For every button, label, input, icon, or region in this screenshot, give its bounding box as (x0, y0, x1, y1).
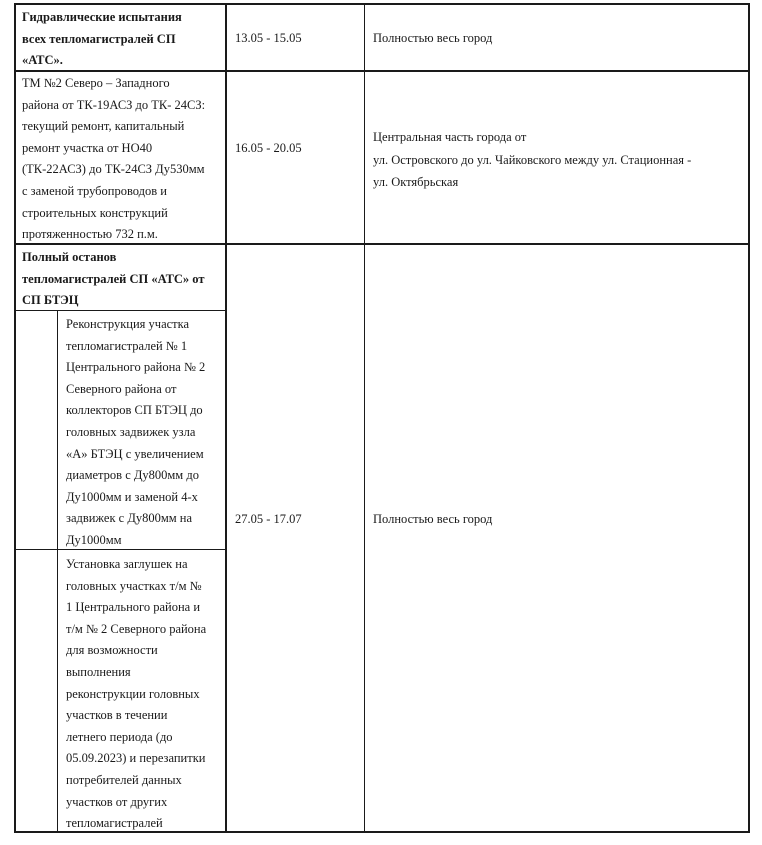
row-1-dates: 13.05 - 15.05 (235, 31, 302, 45)
row-3-task: Полный останов тепломагистралей СП «АТС» от СП БТЭЦ (22, 250, 205, 308)
row-1-area: Полностью весь город (373, 31, 493, 45)
schedule-table (14, 3, 750, 833)
row-1-task: Гидравлические испытания всех тепломагистралей СП «АТС». (22, 10, 182, 68)
subtask-index-divider (57, 310, 58, 831)
subtask-1-text: Реконструкция участка тепломагистралей № 1 Центрального района № 2 Северного района от коллекторов СП БТЭЦ до головных задвижек узла «А» БТЭЦ с увеличением диаметров с Ду800мм до Ду1000мм и заменой 4-х задвижек с Ду800мм на Ду1000мм (66, 317, 206, 547)
row-3-dates: 27.05 - 17.07 (235, 512, 302, 526)
column-divider-task (225, 5, 227, 831)
row-2-task: ТМ №2 Северо – Западного района от ТК-19АСЗ до ТК- 24СЗ: текущий ремонт, капитальный ремонт участка от НО40 (ТК-22АСЗ) до ТК-24СЗ Ду530мм с заменой трубопроводов и строительных конструкций протяженностью 732 п.м. (22, 76, 206, 242)
row-3-area: Полностью весь город (373, 512, 493, 526)
column-divider-dates (364, 5, 365, 831)
row-2-dates: 16.05 - 20.05 (235, 141, 302, 155)
row-2-area: Центральная часть города от ул. Островского до ул. Чайковского между ул. Стационная - ул. Октябрьская (373, 130, 692, 189)
subtask-2-text: Установка заглушек на головных участках т/м № 1 Центрального района и т/м № 2 Северного района для возможности выполнения реконструкции головных участков в течении летнего периода (до 05.09.2023) и перезапитки потребителей данных участков от других тепломагистралей (66, 557, 207, 831)
